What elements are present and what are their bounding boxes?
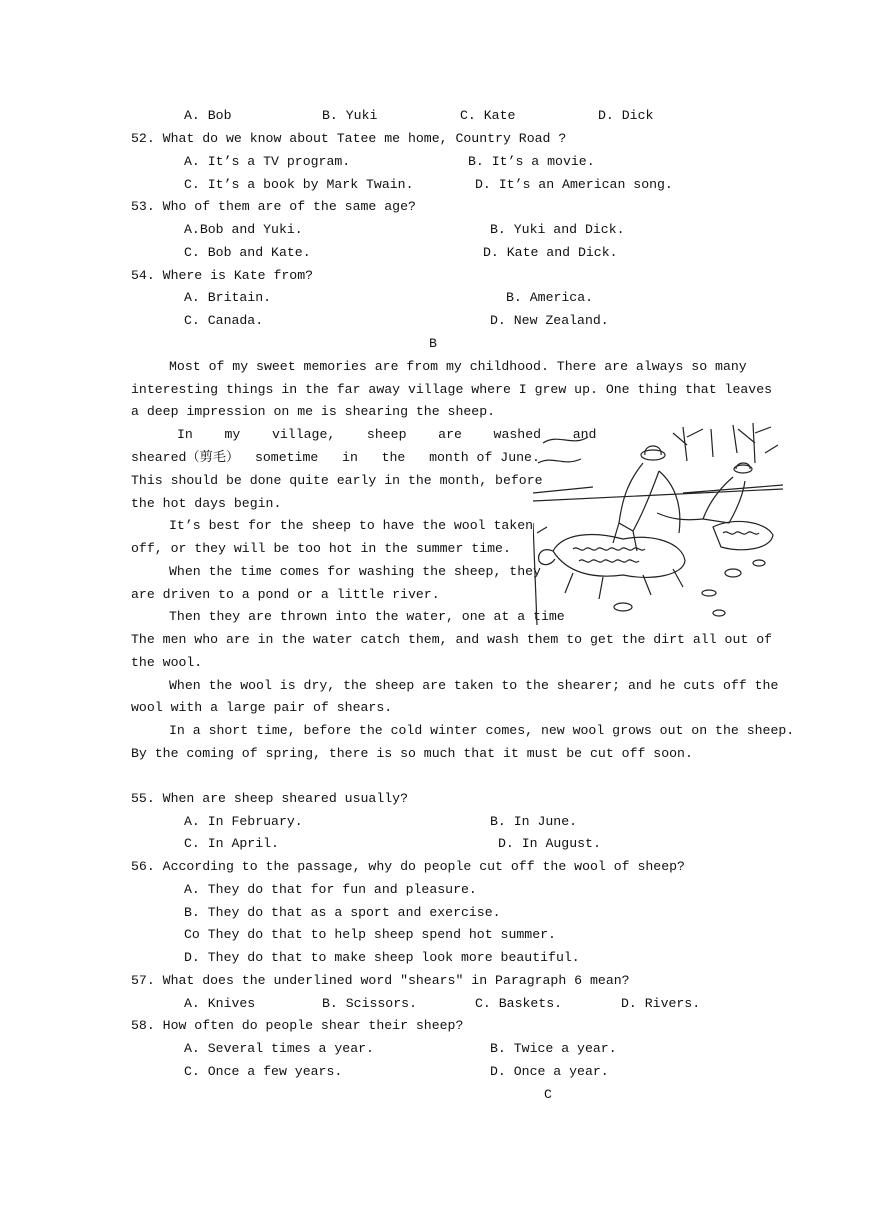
q57-option-c: C. Baskets. xyxy=(475,996,563,1011)
q51-option-d: D. Dick xyxy=(598,108,654,123)
section-b-heading: B xyxy=(429,336,437,351)
passage-line: sheared（剪毛） sometime in the month of June. xyxy=(131,450,540,465)
q57-stem: 57. What does the underlined word "shears" in Paragraph 6 mean? xyxy=(131,973,630,988)
q52-stem: 52. What do we know about Tatee me home, Country Road ? xyxy=(131,131,567,146)
q58-option-a: A. Several times a year. xyxy=(184,1041,374,1056)
passage-line: Then they are thrown into the water, one at a time xyxy=(169,609,565,624)
q58-option-b: B. Twice a year. xyxy=(490,1041,617,1056)
passage-line: a deep impression on me is shearing the sheep. xyxy=(131,404,496,419)
passage-line: This should be done quite early in the month, before xyxy=(131,473,543,488)
q54-option-c: C. Canada. xyxy=(184,313,264,328)
q53-option-c: C. Bob and Kate. xyxy=(184,245,311,260)
passage-line: By the coming of spring, there is so much that it must be cut off soon. xyxy=(131,746,693,761)
q53-option-b: B. Yuki and Dick. xyxy=(490,222,625,237)
q56-option-b: B. They do that as a sport and exercise. xyxy=(184,905,501,920)
passage-line: off, or they will be too hot in the summer time. xyxy=(131,541,511,556)
q57-option-b: B. Scissors. xyxy=(322,996,417,1011)
q53-stem: 53. Who of them are of the same age? xyxy=(131,199,416,214)
q51-option-a: A. Bob xyxy=(184,108,232,123)
passage-line: the hot days begin. xyxy=(131,496,282,511)
passage-line: It’s best for the sheep to have the wool taken xyxy=(169,518,534,533)
q57-option-d: D. Rivers. xyxy=(621,996,701,1011)
q55-option-a: A. In February. xyxy=(184,814,303,829)
passage-line: wool with a large pair of shears. xyxy=(131,700,393,715)
q52-option-c: C. It’s a book by Mark Twain. xyxy=(184,177,414,192)
q55-stem: 55. When are sheep sheared usually? xyxy=(131,791,408,806)
q52-option-a: A. It’s a TV program. xyxy=(184,154,351,169)
q55-option-b: B. In June. xyxy=(490,814,578,829)
q56-stem: 56. According to the passage, why do people cut off the wool of sheep? xyxy=(131,859,685,874)
q58-stem: 58. How often do people shear their sheep? xyxy=(131,1018,464,1033)
passage-line: The men who are in the water catch them, and wash them to get the dirt all out of xyxy=(131,632,773,647)
q54-stem: 54. Where is Kate from? xyxy=(131,268,314,283)
q52-option-b: B. It’s a movie. xyxy=(468,154,595,169)
q55-option-d: D. In August. xyxy=(498,836,601,851)
q51-option-c: C. Kate xyxy=(460,108,516,123)
q54-option-d: D. New Zealand. xyxy=(490,313,609,328)
passage-line: are driven to a pond or a little river. xyxy=(131,587,440,602)
q56-option-c: Co They do that to help sheep spend hot summer. xyxy=(184,927,556,942)
section-c-heading: C xyxy=(544,1087,552,1102)
q53-option-a: A.Bob and Yuki. xyxy=(184,222,303,237)
q56-option-d: D. They do that to make sheep look more beautiful. xyxy=(184,950,580,965)
q51-option-b: B. Yuki xyxy=(322,108,378,123)
q54-option-b: B. America. xyxy=(506,290,594,305)
q53-option-d: D. Kate and Dick. xyxy=(483,245,618,260)
passage-line: In a short time, before the cold winter comes, new wool grows out on the sheep. xyxy=(169,723,795,738)
passage-line: When the time comes for washing the sheep, they xyxy=(169,564,541,579)
q57-option-a: A. Knives xyxy=(184,996,256,1011)
q58-option-c: C. Once a few years. xyxy=(184,1064,343,1079)
passage-line: the wool. xyxy=(131,655,203,670)
q54-option-a: A. Britain. xyxy=(184,290,272,305)
q52-option-d: D. It’s an American song. xyxy=(475,177,673,192)
passage-line: Most of my sweet memories are from my childhood. There are always so many xyxy=(169,359,747,374)
sheep-shearing-illustration xyxy=(533,423,783,625)
q56-option-a: A. They do that for fun and pleasure. xyxy=(184,882,477,897)
q55-option-c: C. In April. xyxy=(184,836,279,851)
passage-line: interesting things in the far away village where I grew up. One thing that leaves xyxy=(131,382,773,397)
q58-option-d: D. Once a year. xyxy=(490,1064,609,1079)
passage-line: In my village, sheep are washed and xyxy=(177,427,597,442)
passage-line: When the wool is dry, the sheep are taken to the shearer; and he cuts off the xyxy=(169,678,779,693)
